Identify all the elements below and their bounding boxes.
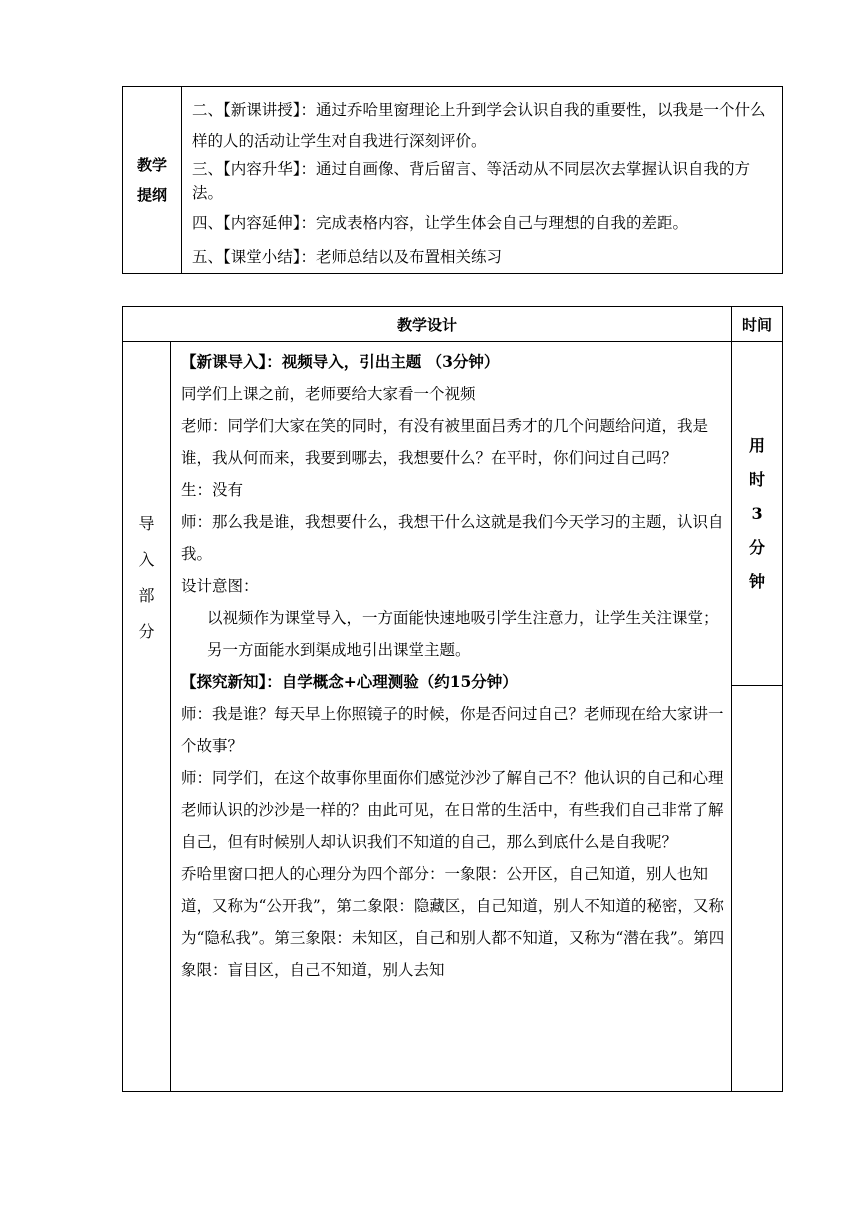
explore-line: 师：同学们，在这个故事你里面你们感觉沙沙了解自己不？他认识的自己和心理老师认识的沙沙是一样的？由此可见，在日常的生活中，有些我们自己非常了解自己，但有时候别人却认识我们不知道的自己，那么到底什么是自我呢？: [181, 769, 724, 851]
time-char: 分: [749, 537, 766, 557]
intro-line: 老师：同学们大家在笑的同时，有没有被里面吕秀才的几个问题给问道，我是谁，我从何而来，我要到哪去，我想要什么？在平时，你们问过自己吗？: [181, 417, 709, 467]
section-label-char: 入: [138, 550, 155, 569]
outline-label-line1: 教学: [136, 156, 167, 174]
section-label-char: 部: [138, 586, 155, 605]
outline-table: [122, 86, 783, 274]
outline-content: [182, 87, 783, 274]
time-char: 钟: [749, 571, 766, 591]
outline-item: 二、【新课讲授】：通过乔哈里窗理论上升到学会认识自我的重要性，以我是一个什么样的人的活动让学生对自我进行深刻评价。: [192, 101, 766, 150]
outline-item: 四、【内容延伸】：完成表格内容，让学生体会自己与理想的自我的差距。: [192, 214, 689, 232]
section-label-char: 导: [138, 514, 155, 533]
section-label-char: 分: [138, 622, 155, 641]
intro-line: 同学们上课之前，老师要给大家看一个视频: [181, 385, 476, 403]
outline-item: 三、【内容升华】：通过自画像、背后留言、等活动从不同层次去掌握认识自我的方法。: [192, 160, 751, 202]
time-cell-empty: [732, 686, 783, 1092]
intro-line: 师：那么我是谁，我想要什么，我想干什么这就是我们今天学习的主题，认识自我。: [181, 513, 724, 563]
intro-title: 【新课导入】：视频导入，引出主题 （3分钟）: [181, 352, 500, 371]
time-header: 时间: [732, 307, 783, 342]
design-intent: 以视频作为课堂导入，一方面能快速地吸引学生注意力，让学生关注课堂；另一方面能水到渠成地引出课堂主题。: [207, 609, 719, 659]
design-table: [122, 306, 783, 1092]
explore-line: 乔哈里窗口把人的心理分为四个部分：一象限：公开区，自己知道，别人也知道，又称为“公开我”，第二象限：隐藏区，自己知道，别人不知道的秘密，又称为“隐私我”。第三象限：未知区，自己和别人都不知道，又称为“潜在我”。第四象限：盲目区，自己不知道，别人去知: [181, 865, 725, 979]
design-header: 教学设计: [123, 307, 732, 342]
outline-item: 五、【课堂小结】：老师总结以及布置相关练习: [192, 248, 503, 266]
outline-label: [123, 87, 182, 274]
design-content: [171, 342, 732, 1092]
time-cell: [732, 342, 783, 686]
intro-line: 生：没有: [181, 481, 244, 499]
time-char: 时: [749, 469, 766, 489]
section-label: [123, 342, 171, 1092]
time-char: 用: [749, 435, 766, 455]
explore-line: 师：我是谁？每天早上你照镜子的时候，你是否问过自己？老师现在给大家讲一个故事？: [181, 705, 724, 755]
outline-label-line2: 提纲: [136, 186, 167, 204]
intro-line: 设计意图：: [181, 577, 259, 595]
explore-title: 【探究新知】：自学概念+心理测验（约15分钟）: [181, 672, 518, 691]
time-char: 3: [751, 503, 763, 523]
